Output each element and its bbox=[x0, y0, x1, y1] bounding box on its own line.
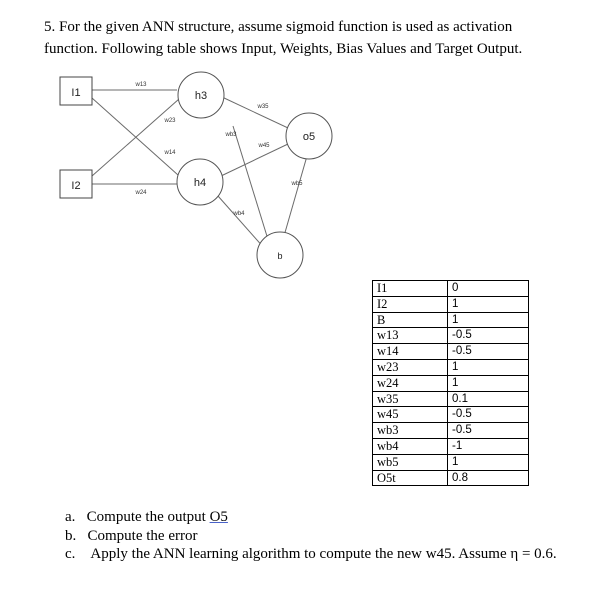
param-value: 1 bbox=[448, 454, 529, 470]
param-name: w13 bbox=[373, 328, 448, 344]
label-wb5: wb5 bbox=[291, 181, 303, 187]
label-w14: w14 bbox=[164, 150, 176, 156]
param-value: 1 bbox=[448, 359, 529, 375]
label-wb4: wb4 bbox=[233, 211, 245, 217]
param-value: 1 bbox=[448, 375, 529, 391]
param-name: w45 bbox=[373, 407, 448, 423]
param-name: w24 bbox=[373, 375, 448, 391]
label-w24: w24 bbox=[135, 190, 147, 196]
param-value: 0.1 bbox=[448, 391, 529, 407]
task-b: b. Compute the error bbox=[65, 527, 198, 544]
param-name: I1 bbox=[373, 281, 448, 297]
table-row bbox=[373, 312, 529, 328]
param-name: wb3 bbox=[373, 423, 448, 439]
label-h4: h4 bbox=[193, 177, 207, 189]
question-line-1: 5. For the given ANN structure, assume sigmoid function is used as activation bbox=[44, 19, 513, 35]
parameter-table-body bbox=[373, 281, 529, 486]
table-row bbox=[373, 423, 529, 439]
param-name: wb5 bbox=[373, 454, 448, 470]
o5-link: O5 bbox=[209, 509, 228, 525]
param-name: I2 bbox=[373, 296, 448, 312]
question-text bbox=[44, 16, 574, 60]
edge-w35 bbox=[222, 97, 288, 128]
table-row bbox=[373, 438, 529, 454]
ann-diagram-svg bbox=[51, 68, 340, 280]
edge-wb5 bbox=[284, 156, 307, 236]
edge-w45 bbox=[221, 144, 288, 176]
table-row bbox=[373, 391, 529, 407]
param-value: -1 bbox=[448, 438, 529, 454]
param-value: -0.5 bbox=[448, 344, 529, 360]
edge-w14 bbox=[92, 98, 178, 175]
param-value: 1 bbox=[448, 296, 529, 312]
table-row bbox=[373, 359, 529, 375]
task-c: c. Apply the ANN learning algorithm to compute the new w45. Assume η = 0.6. bbox=[65, 546, 557, 562]
label-w13: w13 bbox=[135, 82, 147, 88]
label-w35: w35 bbox=[257, 104, 269, 110]
table-row bbox=[373, 470, 529, 486]
table-row bbox=[373, 296, 529, 312]
param-value: -0.5 bbox=[448, 423, 529, 439]
label-o5: o5 bbox=[302, 131, 316, 143]
ann-diagram bbox=[51, 68, 340, 280]
param-name: w14 bbox=[373, 344, 448, 360]
param-name: w23 bbox=[373, 359, 448, 375]
table-row bbox=[373, 344, 529, 360]
label-w23: w23 bbox=[164, 118, 176, 124]
question-line-2: function. Following table shows Input, Weights, Bias Values and Target Output. bbox=[44, 41, 523, 57]
table-row bbox=[373, 328, 529, 344]
param-value: 1 bbox=[448, 312, 529, 328]
param-name: w35 bbox=[373, 391, 448, 407]
label-i1: I1 bbox=[71, 87, 81, 99]
label-h3: h3 bbox=[194, 90, 208, 102]
table-row bbox=[373, 407, 529, 423]
table-row bbox=[373, 281, 529, 297]
param-value: -0.5 bbox=[448, 407, 529, 423]
table-row bbox=[373, 454, 529, 470]
label-w45: w45 bbox=[258, 143, 270, 149]
table-row bbox=[373, 375, 529, 391]
task-a: a. Compute the output O5 bbox=[65, 509, 228, 525]
param-name: wb4 bbox=[373, 438, 448, 454]
label-b: b bbox=[277, 251, 283, 261]
param-value: 0.8 bbox=[448, 470, 529, 486]
parameter-table bbox=[372, 280, 529, 486]
param-name: B bbox=[373, 312, 448, 328]
param-name: O5t bbox=[373, 470, 448, 486]
edge-wb4 bbox=[218, 196, 265, 249]
param-value: 0 bbox=[448, 281, 529, 297]
param-value: -0.5 bbox=[448, 328, 529, 344]
task-list bbox=[65, 508, 557, 564]
label-i2: I2 bbox=[71, 180, 81, 192]
label-wb3: wb3 bbox=[225, 132, 237, 138]
